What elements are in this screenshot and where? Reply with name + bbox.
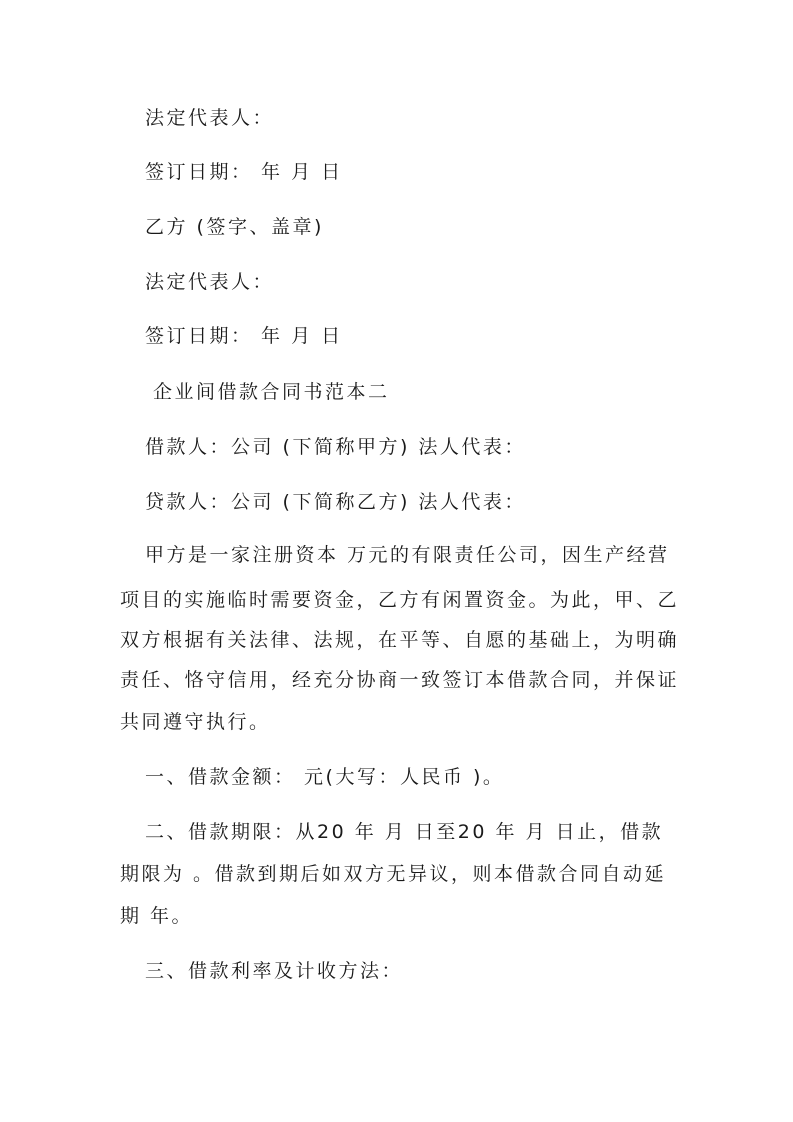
borrower-line: 借款人：公司 (下简称甲方) 法人代表： [145,436,526,458]
legal-rep-line-a: 法定代表人： [145,107,275,129]
sign-date-line-b: 签订日期： 年 月 日 [145,325,343,347]
preamble-line-2: 项目的实施临时需要资金，乙方有闲置资金。为此，甲、乙 [120,589,680,611]
sign-date-line-a: 签订日期： 年 月 日 [145,161,343,183]
lender-line: 贷款人：公司 (下简称乙方) 法人代表： [145,491,526,513]
clause-1-amount: 一、借款金额： 元(大写：人民币 )。 [145,766,505,788]
party-b-sign-line: 乙方 (签字、盖章) [145,216,324,238]
legal-rep-line-b: 法定代表人： [145,271,275,293]
preamble-line-5: 共同遵守执行。 [120,711,271,733]
clause-2-line-2: 期限为 。借款到期后如双方无异议，则本借款合同自动延 [120,863,667,885]
clause-2-line-1: 二、借款期限：从20 年 月 日至20 年 月 日止，借款 [145,821,664,843]
contract-title: 企业间借款合同书范本二 [153,381,390,403]
clause-3-heading: 三、借款利率及计收方法： [145,960,404,982]
preamble-line-4: 责任、恪守信用，经充分协商一致签订本借款合同，并保证 [120,669,680,691]
clause-2-line-3: 期 年。 [120,905,194,927]
preamble-line-3: 双方根据有关法律、法规，在平等、自愿的基础上，为明确 [120,629,680,651]
preamble-line-1: 甲方是一家注册资本 万元的有限责任公司，因生产经营 [145,544,670,566]
